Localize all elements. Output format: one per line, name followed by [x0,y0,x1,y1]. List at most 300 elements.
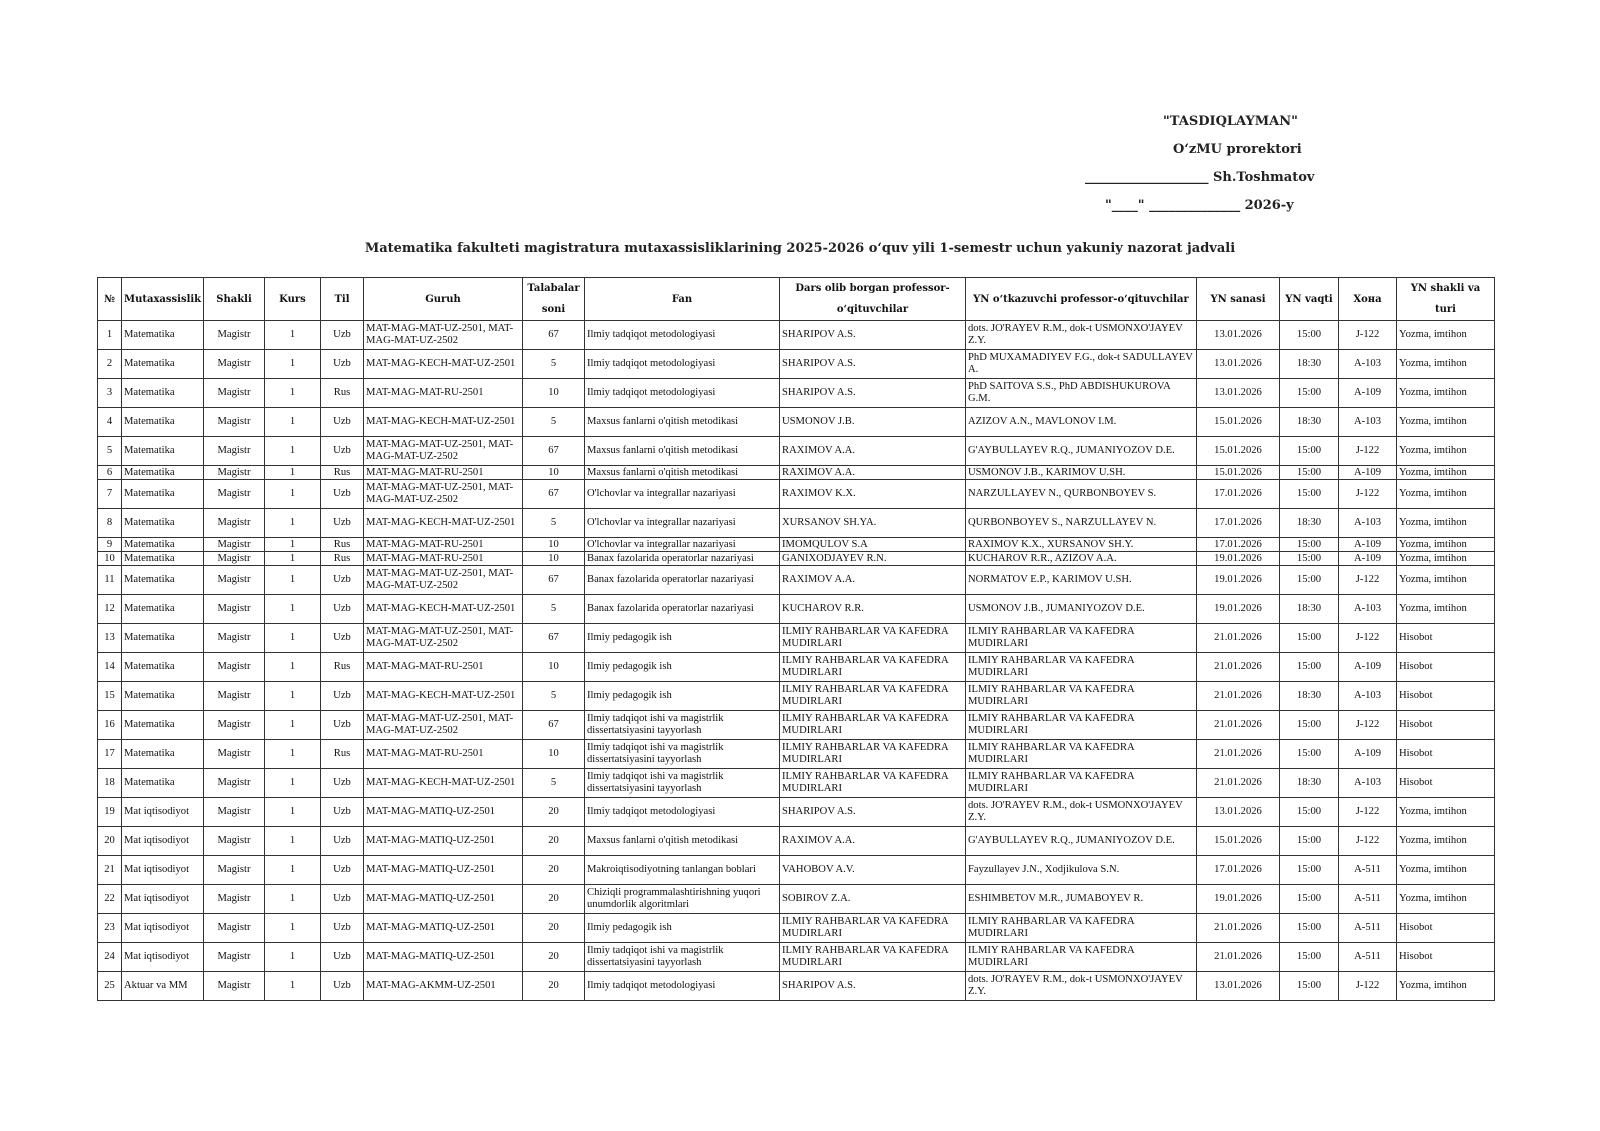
cell-course: 1 [265,914,321,943]
cell-date: 15.01.2026 [1197,437,1280,466]
cell-examiner: ILMIY RAHBARLAR VA KAFEDRA MUDIRLARI [966,914,1197,943]
table-row [98,798,1495,827]
cell-course: 1 [265,350,321,379]
cell-group: MAT-MAG-MAT-RU-2501 [364,379,523,408]
header-students-line2: soni [541,304,566,315]
cell-examiner: PhD SAITOVA S.S., PhD ABDISHUKUROVA G.M. [966,379,1197,408]
cell-group: MAT-MAG-MAT-RU-2501 [364,466,523,480]
cell-form: Magistr [204,798,265,827]
table-row [98,885,1495,914]
cell-type: Yozma, imtihon [1397,466,1495,480]
cell-students: 10 [523,653,585,682]
header-subject: Fan [585,278,780,321]
cell-examiner: ILMIY RAHBARLAR VA KAFEDRA MUDIRLARI [966,653,1197,682]
cell-num: 5 [98,437,122,466]
cell-room: A-109 [1339,466,1397,480]
cell-teacher: KUCHAROV R.R. [780,595,966,624]
cell-type: Yozma, imtihon [1397,408,1495,437]
cell-type: Hisobot [1397,943,1495,972]
cell-language: Rus [321,740,364,769]
table-row [98,856,1495,885]
cell-examiner: ILMIY RAHBARLAR VA KAFEDRA MUDIRLARI [966,711,1197,740]
cell-room: J-122 [1339,827,1397,856]
cell-form: Magistr [204,682,265,711]
table-row [98,480,1495,509]
cell-room: A-511 [1339,943,1397,972]
cell-subject: Ilmiy pedagogik ish [585,914,780,943]
cell-examiner: ILMIY RAHBARLAR VA KAFEDRA MUDIRLARI [966,740,1197,769]
cell-language: Uzb [321,972,364,1001]
cell-time: 15:00 [1280,379,1339,408]
document-title: Matematika fakulteti magistratura mutaxassisliklarining 2025-2026 o‘quv yili 1-semestr uchun yakuniy nazorat jadvali [364,241,1236,256]
cell-teacher: USMONOV J.B. [780,408,966,437]
cell-subject: Ilmiy tadqiqot metodologiyasi [585,972,780,1001]
table-row [98,943,1495,972]
cell-form: Magistr [204,466,265,480]
cell-num: 10 [98,552,122,566]
cell-examiner: USMONOV J.B., KARIMOV U.SH. [966,466,1197,480]
cell-language: Uzb [321,437,364,466]
cell-num: 20 [98,827,122,856]
cell-date: 13.01.2026 [1197,350,1280,379]
cell-form: Magistr [204,711,265,740]
cell-time: 15:00 [1280,885,1339,914]
cell-teacher: SOBIROV Z.A. [780,885,966,914]
header-form: Shakli [204,278,265,321]
cell-group: MAT-MAG-MAT-UZ-2501, MAT-MAG-MAT-UZ-2502 [364,437,523,466]
table-row [98,408,1495,437]
table-header-row [98,278,1495,321]
cell-form: Magistr [204,408,265,437]
cell-teacher: ILMIY RAHBARLAR VA KAFEDRA MUDIRLARI [780,914,966,943]
cell-subject: O'lchovlar va integrallar nazariyasi [585,480,780,509]
cell-num: 15 [98,682,122,711]
cell-room: A-109 [1339,653,1397,682]
cell-course: 1 [265,466,321,480]
cell-teacher: RAXIMOV A.A. [780,566,966,595]
cell-num: 2 [98,350,122,379]
cell-form: Magistr [204,509,265,538]
exam-schedule-table [97,277,1495,1001]
cell-date: 19.01.2026 [1197,552,1280,566]
cell-teacher: RAXIMOV A.A. [780,437,966,466]
cell-type: Hisobot [1397,682,1495,711]
cell-subject: Ilmiy tadqiqot metodologiyasi [585,798,780,827]
cell-students: 20 [523,972,585,1001]
cell-time: 15:00 [1280,653,1339,682]
cell-room: A-103 [1339,350,1397,379]
table-row [98,379,1495,408]
cell-language: Uzb [321,769,364,798]
cell-examiner: dots. JO'RAYEV R.M., dok-t USMONXO'JAYEV Z.Y. [966,972,1197,1001]
approval-heading: "TASDIQLAYMAN" [1163,114,1298,129]
cell-examiner: dots. JO'RAYEV R.M., dok-t USMONXO'JAYEV Z.Y. [966,321,1197,350]
header-students-line1: Talabalar [527,283,580,294]
table-row [98,682,1495,711]
cell-language: Rus [321,466,364,480]
cell-course: 1 [265,538,321,552]
cell-language: Uzb [321,885,364,914]
cell-date: 19.01.2026 [1197,566,1280,595]
cell-num: 16 [98,711,122,740]
cell-language: Uzb [321,480,364,509]
cell-form: Magistr [204,437,265,466]
cell-language: Rus [321,552,364,566]
cell-num: 14 [98,653,122,682]
cell-group: MAT-MAG-MATIQ-UZ-2501 [364,827,523,856]
cell-num: 22 [98,885,122,914]
cell-form: Magistr [204,566,265,595]
cell-examiner: Fayzullayev J.N., Xodjikulova S.N. [966,856,1197,885]
cell-language: Uzb [321,566,364,595]
header-teacher [780,278,966,321]
cell-examiner: ESHIMBETOV M.R., JUMABOYEV R. [966,885,1197,914]
approval-date-line: "____" ______________ 2026-y [1105,198,1294,213]
cell-group: MAT-MAG-MAT-RU-2501 [364,740,523,769]
cell-type: Hisobot [1397,769,1495,798]
cell-subject: Banax fazolarida operatorlar nazariyasi [585,595,780,624]
cell-specialty: Matematika [122,624,204,653]
cell-specialty: Matematika [122,566,204,595]
cell-examiner: KUCHAROV R.R., AZIZOV A.A. [966,552,1197,566]
cell-time: 15:00 [1280,552,1339,566]
table-row [98,624,1495,653]
cell-students: 5 [523,408,585,437]
cell-subject: O'lchovlar va integrallar nazariyasi [585,538,780,552]
cell-students: 67 [523,566,585,595]
cell-course: 1 [265,856,321,885]
cell-form: Magistr [204,321,265,350]
cell-students: 20 [523,856,585,885]
cell-type: Yozma, imtihon [1397,379,1495,408]
table-row [98,711,1495,740]
cell-num: 8 [98,509,122,538]
cell-type: Yozma, imtihon [1397,350,1495,379]
cell-time: 18:30 [1280,509,1339,538]
cell-teacher: ILMIY RAHBARLAR VA KAFEDRA MUDIRLARI [780,711,966,740]
approval-position: O‘zMU prorektori [1173,142,1302,157]
cell-form: Magistr [204,595,265,624]
cell-students: 67 [523,711,585,740]
cell-subject: Maxsus fanlarni o'qitish metodikasi [585,466,780,480]
table-row [98,653,1495,682]
cell-language: Uzb [321,827,364,856]
cell-specialty: Matematika [122,740,204,769]
table-row [98,321,1495,350]
cell-language: Uzb [321,856,364,885]
header-students [523,278,585,321]
cell-time: 15:00 [1280,943,1339,972]
cell-time: 15:00 [1280,827,1339,856]
table-row [98,437,1495,466]
table-row [98,552,1495,566]
cell-language: Uzb [321,350,364,379]
cell-course: 1 [265,769,321,798]
cell-examiner: ILMIY RAHBARLAR VA KAFEDRA MUDIRLARI [966,769,1197,798]
cell-room: J-122 [1339,972,1397,1001]
cell-students: 10 [523,379,585,408]
cell-num: 19 [98,798,122,827]
cell-specialty: Matematika [122,466,204,480]
cell-language: Uzb [321,943,364,972]
cell-teacher: XURSANOV SH.YA. [780,509,966,538]
cell-group: MAT-MAG-AKMM-UZ-2501 [364,972,523,1001]
cell-course: 1 [265,798,321,827]
cell-teacher: SHARIPOV A.S. [780,350,966,379]
cell-group: MAT-MAG-MAT-UZ-2501, MAT-MAG-MAT-UZ-2502 [364,624,523,653]
cell-time: 15:00 [1280,798,1339,827]
cell-form: Magistr [204,538,265,552]
cell-type: Yozma, imtihon [1397,566,1495,595]
header-num: № [98,278,122,321]
cell-type: Yozma, imtihon [1397,885,1495,914]
cell-students: 5 [523,595,585,624]
cell-examiner: NORMATOV E.P., KARIMOV U.SH. [966,566,1197,595]
cell-language: Uzb [321,321,364,350]
cell-course: 1 [265,552,321,566]
cell-students: 20 [523,885,585,914]
cell-date: 15.01.2026 [1197,827,1280,856]
cell-time: 15:00 [1280,437,1339,466]
cell-students: 5 [523,682,585,711]
cell-specialty: Matematika [122,595,204,624]
cell-time: 18:30 [1280,769,1339,798]
cell-students: 67 [523,437,585,466]
cell-examiner: ILMIY RAHBARLAR VA KAFEDRA MUDIRLARI [966,624,1197,653]
cell-time: 15:00 [1280,466,1339,480]
cell-form: Magistr [204,943,265,972]
cell-date: 17.01.2026 [1197,856,1280,885]
table-row [98,914,1495,943]
cell-examiner: NARZULLAYEV N., QURBONBOYEV S. [966,480,1197,509]
cell-date: 17.01.2026 [1197,538,1280,552]
cell-group: MAT-MAG-MATIQ-UZ-2501 [364,856,523,885]
cell-course: 1 [265,321,321,350]
cell-specialty: Matematika [122,437,204,466]
cell-students: 5 [523,350,585,379]
cell-teacher: ILMIY RAHBARLAR VA KAFEDRA MUDIRLARI [780,624,966,653]
cell-time: 15:00 [1280,624,1339,653]
cell-num: 6 [98,466,122,480]
cell-num: 3 [98,379,122,408]
cell-language: Uzb [321,711,364,740]
cell-room: A-103 [1339,595,1397,624]
cell-language: Uzb [321,798,364,827]
cell-specialty: Matematika [122,538,204,552]
cell-type: Yozma, imtihon [1397,437,1495,466]
cell-course: 1 [265,379,321,408]
cell-subject: Makroiqtisodiyotning tanlangan boblari [585,856,780,885]
cell-specialty: Aktuar va MM [122,972,204,1001]
cell-date: 19.01.2026 [1197,885,1280,914]
cell-room: A-109 [1339,740,1397,769]
table-row [98,595,1495,624]
cell-subject: Ilmiy tadqiqot ishi va magistrlik dissertatsiyasini tayyorlash [585,711,780,740]
cell-course: 1 [265,408,321,437]
cell-time: 18:30 [1280,350,1339,379]
cell-num: 11 [98,566,122,595]
cell-specialty: Matematika [122,711,204,740]
cell-date: 13.01.2026 [1197,321,1280,350]
cell-room: J-122 [1339,321,1397,350]
cell-language: Uzb [321,682,364,711]
cell-time: 15:00 [1280,711,1339,740]
cell-num: 12 [98,595,122,624]
cell-group: MAT-MAG-KECH-MAT-UZ-2501 [364,595,523,624]
header-group: Guruh [364,278,523,321]
cell-course: 1 [265,885,321,914]
cell-group: MAT-MAG-MATIQ-UZ-2501 [364,943,523,972]
cell-teacher: ILMIY RAHBARLAR VA KAFEDRA MUDIRLARI [780,943,966,972]
cell-group: MAT-MAG-MAT-RU-2501 [364,653,523,682]
cell-group: MAT-MAG-MATIQ-UZ-2501 [364,914,523,943]
cell-room: J-122 [1339,798,1397,827]
table-row [98,350,1495,379]
cell-date: 15.01.2026 [1197,466,1280,480]
cell-course: 1 [265,711,321,740]
header-type: YN shakli va turi [1397,278,1495,321]
cell-subject: Ilmiy tadqiqot ishi va magistrlik dissertatsiyasini tayyorlash [585,943,780,972]
cell-specialty: Matematika [122,321,204,350]
cell-subject: Ilmiy pedagogik ish [585,624,780,653]
cell-course: 1 [265,972,321,1001]
cell-group: MAT-MAG-KECH-MAT-UZ-2501 [364,350,523,379]
cell-teacher: VAHOBOV A.V. [780,856,966,885]
header-examiner: YN o‘tkazuvchi professor-o‘qituvchilar [966,278,1197,321]
cell-date: 21.01.2026 [1197,624,1280,653]
table-row [98,538,1495,552]
cell-form: Magistr [204,480,265,509]
cell-course: 1 [265,480,321,509]
cell-specialty: Matematika [122,769,204,798]
cell-subject: Ilmiy pedagogik ish [585,653,780,682]
cell-students: 20 [523,943,585,972]
cell-room: A-511 [1339,856,1397,885]
cell-time: 18:30 [1280,408,1339,437]
cell-room: J-122 [1339,480,1397,509]
cell-language: Uzb [321,509,364,538]
cell-time: 15:00 [1280,538,1339,552]
cell-type: Yozma, imtihon [1397,552,1495,566]
cell-type: Hisobot [1397,711,1495,740]
cell-group: MAT-MAG-MAT-UZ-2501, MAT-MAG-MAT-UZ-2502 [364,566,523,595]
cell-date: 13.01.2026 [1197,379,1280,408]
cell-students: 20 [523,914,585,943]
cell-num: 1 [98,321,122,350]
cell-teacher: GANIXODJAYEV R.N. [780,552,966,566]
cell-date: 21.01.2026 [1197,682,1280,711]
cell-type: Hisobot [1397,740,1495,769]
cell-date: 17.01.2026 [1197,480,1280,509]
cell-room: A-109 [1339,552,1397,566]
header-room: Хона [1339,278,1397,321]
cell-examiner: AZIZOV A.N., MAVLONOV I.M. [966,408,1197,437]
cell-teacher: SHARIPOV A.S. [780,321,966,350]
cell-specialty: Matematika [122,653,204,682]
cell-time: 18:30 [1280,682,1339,711]
cell-subject: Chiziqli programmalashtirishning yuqori unumdorlik algoritmlari [585,885,780,914]
cell-specialty: Matematika [122,350,204,379]
cell-course: 1 [265,740,321,769]
cell-students: 5 [523,509,585,538]
header-language: Til [321,278,364,321]
cell-students: 10 [523,466,585,480]
cell-subject: Ilmiy tadqiqot ishi va magistrlik dissertatsiyasini tayyorlash [585,769,780,798]
cell-num: 23 [98,914,122,943]
cell-group: MAT-MAG-MAT-RU-2501 [364,538,523,552]
cell-num: 9 [98,538,122,552]
cell-type: Yozma, imtihon [1397,480,1495,509]
cell-examiner: USMONOV J.B., JUMANIYOZOV D.E. [966,595,1197,624]
cell-teacher: RAXIMOV A.A. [780,827,966,856]
cell-course: 1 [265,827,321,856]
cell-date: 21.01.2026 [1197,943,1280,972]
cell-teacher: SHARIPOV A.S. [780,972,966,1001]
cell-examiner: QURBONBOYEV S., NARZULLAYEV N. [966,509,1197,538]
cell-form: Magistr [204,827,265,856]
cell-time: 15:00 [1280,972,1339,1001]
table-row [98,509,1495,538]
cell-group: MAT-MAG-KECH-MAT-UZ-2501 [364,509,523,538]
cell-teacher: SHARIPOV A.S. [780,379,966,408]
cell-type: Yozma, imtihon [1397,538,1495,552]
table-row [98,827,1495,856]
cell-time: 15:00 [1280,480,1339,509]
cell-date: 21.01.2026 [1197,653,1280,682]
cell-num: 13 [98,624,122,653]
cell-num: 4 [98,408,122,437]
cell-examiner: RAXIMOV K.X., XURSANOV SH.Y. [966,538,1197,552]
header-time: YN vaqti [1280,278,1339,321]
cell-language: Rus [321,379,364,408]
cell-time: 15:00 [1280,321,1339,350]
table-row [98,566,1495,595]
cell-group: MAT-MAG-MAT-UZ-2501, MAT-MAG-MAT-UZ-2502 [364,321,523,350]
cell-num: 21 [98,856,122,885]
cell-type: Yozma, imtihon [1397,798,1495,827]
cell-subject: Maxsus fanlarni o'qitish metodikasi [585,437,780,466]
cell-group: MAT-MAG-MAT-UZ-2501, MAT-MAG-MAT-UZ-2502 [364,480,523,509]
cell-type: Hisobot [1397,914,1495,943]
cell-specialty: Mat iqtisodiyot [122,856,204,885]
cell-specialty: Matematika [122,509,204,538]
approval-signature-line: ___________________ Sh.Toshmatov [1085,170,1315,185]
cell-specialty: Matematika [122,408,204,437]
cell-subject: Banax fazolarida operatorlar nazariyasi [585,552,780,566]
cell-language: Uzb [321,595,364,624]
cell-group: MAT-MAG-KECH-MAT-UZ-2501 [364,769,523,798]
cell-students: 67 [523,321,585,350]
cell-date: 13.01.2026 [1197,798,1280,827]
cell-teacher: RAXIMOV K.X. [780,480,966,509]
cell-type: Yozma, imtihon [1397,595,1495,624]
cell-teacher: ILMIY RAHBARLAR VA KAFEDRA MUDIRLARI [780,740,966,769]
cell-time: 18:30 [1280,595,1339,624]
cell-time: 15:00 [1280,914,1339,943]
cell-group: MAT-MAG-MAT-RU-2501 [364,552,523,566]
cell-teacher: RAXIMOV A.A. [780,466,966,480]
cell-room: A-103 [1339,769,1397,798]
cell-course: 1 [265,595,321,624]
cell-subject: Ilmiy tadqiqot metodologiyasi [585,379,780,408]
cell-course: 1 [265,653,321,682]
cell-type: Yozma, imtihon [1397,321,1495,350]
cell-teacher: SHARIPOV A.S. [780,798,966,827]
cell-subject: Maxsus fanlarni o'qitish metodikasi [585,408,780,437]
cell-subject: Banax fazolarida operatorlar nazariyasi [585,566,780,595]
cell-students: 20 [523,798,585,827]
cell-type: Hisobot [1397,653,1495,682]
